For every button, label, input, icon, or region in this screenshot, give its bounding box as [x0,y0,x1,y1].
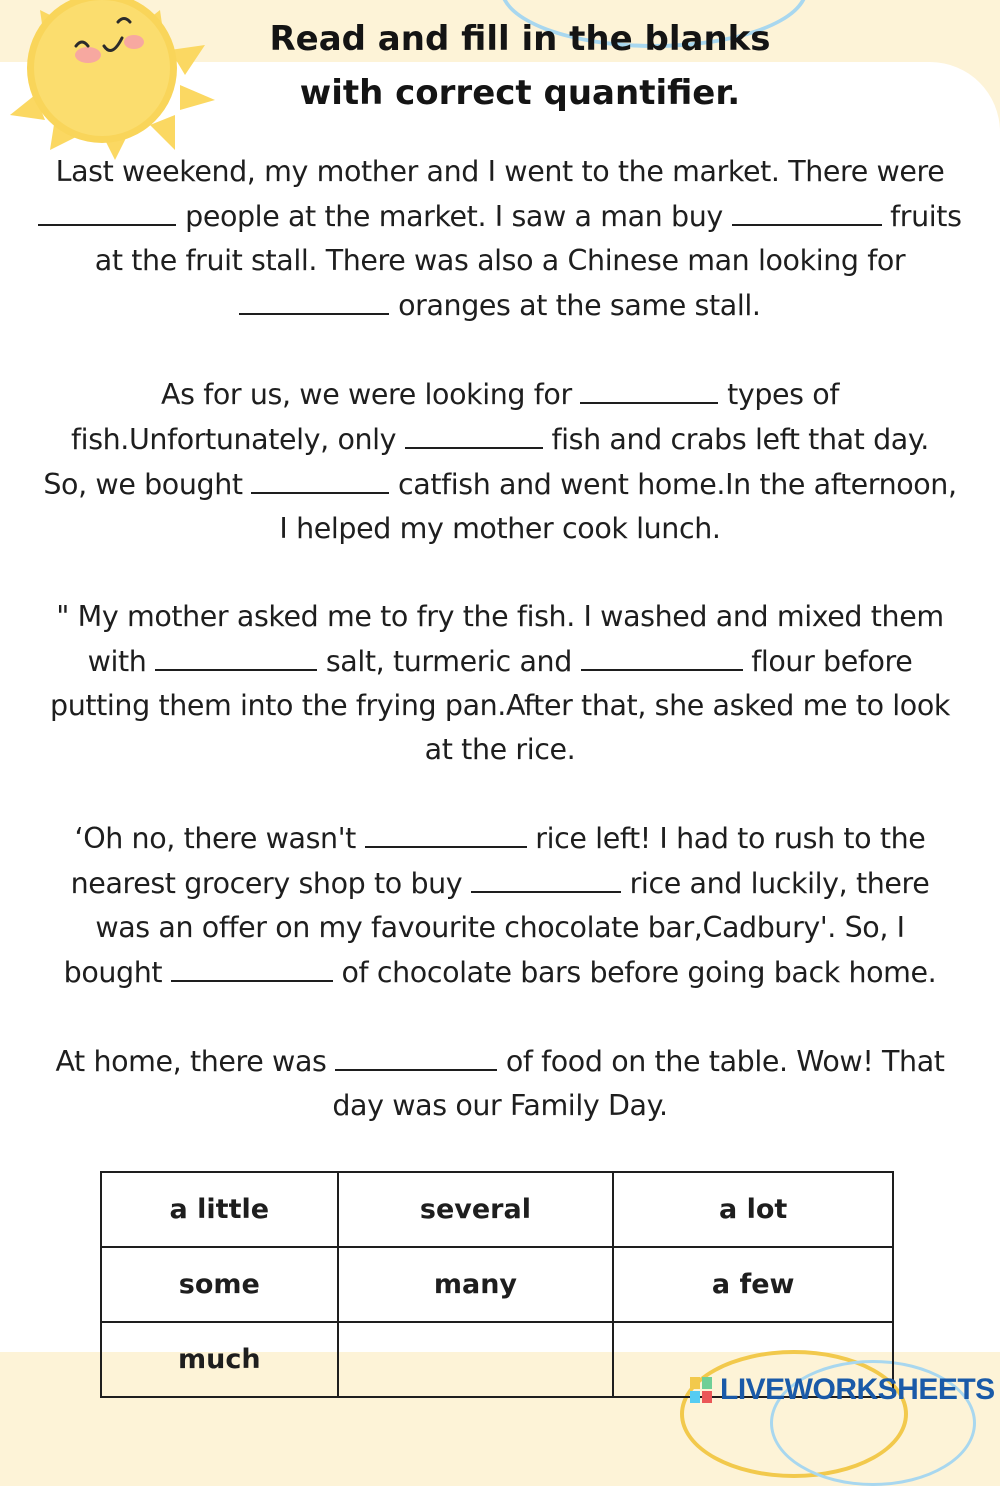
word-cell: some [101,1247,338,1322]
text: I helped my mother cook lunch. [279,512,721,545]
text: oranges at the same stall. [398,289,761,322]
text: rice and luckily, there [629,867,930,900]
text: " My mother asked me to fry the fish. I washed and mixed them [56,600,944,633]
text: bought [63,956,163,989]
text: of food on the table. Wow! That [505,1045,945,1078]
text: fish.Unfortunately, only [71,423,397,456]
text: putting them into the frying pan.After that, she asked me to look [50,689,950,722]
text: at the fruit stall. There was also a Chinese man looking for [94,244,906,277]
word-bank-table [100,1171,894,1398]
text: So, we bought [43,468,243,501]
word-cell: much [101,1322,338,1397]
text: fish and crabs left that day. [551,423,929,456]
worksheet-title [220,12,820,120]
paragraph-4 [0,816,1000,995]
blank-8[interactable] [581,639,743,671]
text: at the rice. [424,733,576,766]
text: people at the market. I saw a man buy [185,200,723,233]
text: day was our Family Day. [332,1089,668,1122]
blank-11[interactable] [171,950,333,982]
blank-7[interactable] [155,639,317,671]
text: rice left! I had to rush to the [535,822,926,855]
blank-2[interactable] [732,194,882,226]
liveworksheets-icon [690,1377,714,1403]
blank-9[interactable] [365,816,527,848]
blank-1[interactable] [38,194,176,226]
text: salt, turmeric and [325,645,572,678]
text: nearest grocery shop to buy [70,867,463,900]
word-cell: many [338,1247,614,1322]
text: fruits [890,200,962,233]
passage [0,150,1000,1172]
table-row [101,1172,893,1247]
text: ‘Oh no, there wasn't [74,822,356,855]
blank-3[interactable] [239,283,389,315]
word-cell: a few [613,1247,893,1322]
text: types of [727,378,839,411]
word-cell [338,1322,614,1397]
text: catfish and went home.In the afternoon, [397,468,957,501]
paragraph-2 [0,372,1000,551]
text: of chocolate bars before going back home. [341,956,937,989]
blank-4[interactable] [580,372,718,404]
brand-text: LIVEWORKSHEETS [720,1373,995,1406]
text: At home, there was [55,1045,327,1078]
text: was an offer on my favourite chocolate bar,Cadbury'. So, I [95,911,905,944]
blank-10[interactable] [471,861,621,893]
word-cell: several [338,1172,614,1247]
blank-12[interactable] [335,1039,497,1071]
table-row [101,1247,893,1322]
paragraph-1 [0,150,1000,328]
text: Last weekend, my mother and I went to the market. There were [55,155,945,188]
text: flour before [751,645,913,678]
blank-6[interactable] [251,462,389,494]
text: As for us, we were looking for [161,378,572,411]
title-line-2: with correct quantifier. [299,73,741,113]
blank-5[interactable] [405,417,543,449]
title-line-1: Read and fill in the blanks [269,19,771,59]
word-cell: a lot [613,1172,893,1247]
text: with [87,645,147,678]
liveworksheets-logo[interactable] [690,1372,995,1408]
paragraph-5 [0,1039,1000,1128]
paragraph-3 [0,595,1000,772]
smiling-sun-icon [0,0,220,160]
word-cell: a little [101,1172,338,1247]
